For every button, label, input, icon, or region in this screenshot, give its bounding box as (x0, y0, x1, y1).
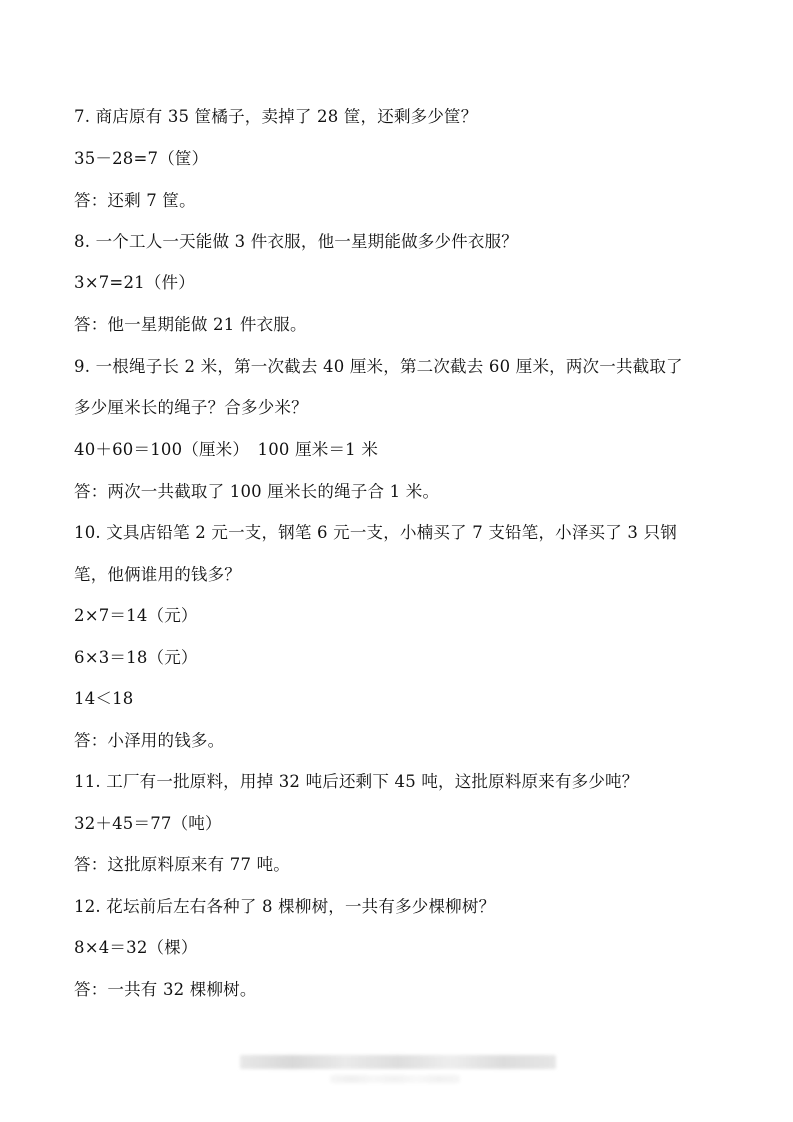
problem-12-equation: 8×4＝32（棵） (74, 938, 198, 957)
problem-10-question-line-2: 笔，他俩谁用的钱多？ (74, 565, 241, 584)
problem-9-answer: 答：两次一共截取了 100 厘米长的绳子合 1 米。 (74, 482, 440, 501)
problem-7-answer: 答：还剩 7 筐。 (74, 191, 196, 210)
problem-10-equation-1: 2×7＝14（元） (74, 606, 198, 625)
problem-8-equation: 3×7=21（件） (74, 273, 195, 292)
problem-9-equation: 40＋60＝100（厘米） 100 厘米＝1 米 (74, 440, 379, 459)
problem-12-question: 12. 花坛前后左右各种了 8 棵柳树，一共有多少棵柳树？ (74, 897, 496, 916)
problem-12-answer: 答：一共有 32 棵柳树。 (74, 980, 257, 999)
problem-9-question-line-1: 9. 一根绳子长 2 米，第一次截去 40 厘米，第二次截去 60 厘米，两次一共截取了 (74, 357, 683, 376)
problem-8-answer: 答：他一星期能做 21 件衣服。 (74, 315, 307, 334)
blurred-footer (240, 1055, 556, 1069)
problem-11-answer: 答：这批原料原来有 77 吨。 (74, 855, 290, 874)
problem-10-equation-2: 6×3＝18（元） (74, 648, 198, 667)
problem-8-question: 8. 一个工人一天能做 3 件衣服，他一星期能做多少件衣服？ (74, 232, 518, 251)
problem-11-question: 11. 工厂有一批原料，用掉 32 吨后还剩下 45 吨，这批原料原来有多少吨？ (74, 772, 639, 791)
problem-7-equation: 35－28=7（筐） (74, 149, 209, 168)
problem-10-question-line-1: 10. 文具店铅笔 2 元一支，钢笔 6 元一支，小楠买了 7 支铅笔，小泽买了 3 只钢 (74, 523, 677, 542)
blurred-footer-subline (330, 1075, 460, 1083)
problem-11-equation: 32＋45＝77（吨） (74, 814, 222, 833)
problem-10-answer: 答：小泽用的钱多。 (74, 731, 225, 750)
problem-7-question: 7. 商店原有 35 筐橘子，卖掉了 28 筐，还剩多少筐？ (74, 107, 478, 126)
problem-9-question-line-2: 多少厘米长的绳子？合多少米？ (74, 398, 308, 417)
problem-10-comparison: 14＜18 (74, 689, 134, 708)
